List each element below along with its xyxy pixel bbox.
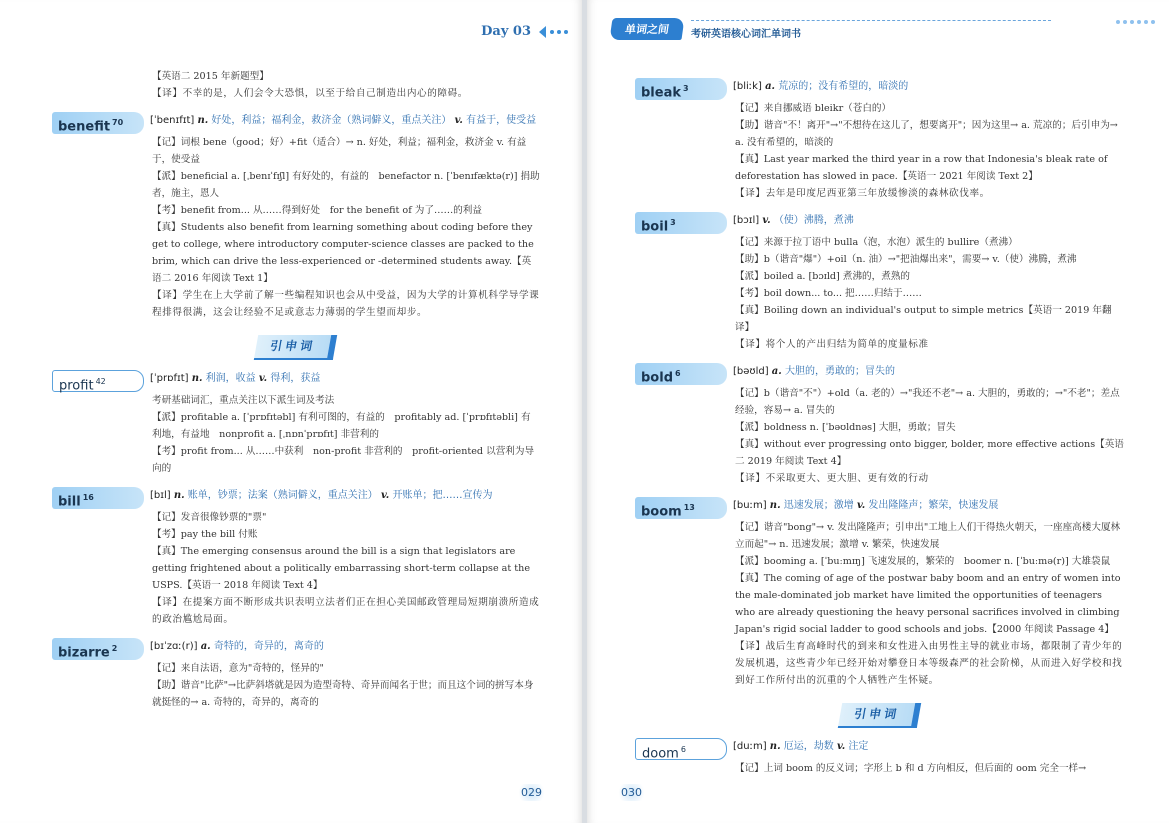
entry-heading-row <box>635 78 1125 100</box>
entry-line: 【助】谐音"不！离开"→"不想待在这儿了，想要离开"；因为这里→ a. 荒凉的；后引申为→ a. 没有希望的，暗淡的 <box>735 120 1118 148</box>
yinshen-banner <box>52 335 540 360</box>
part-of-speech-2: v. <box>454 115 463 126</box>
headword: bleak <box>641 85 681 101</box>
entry-body <box>52 134 540 321</box>
entry-body <box>52 392 540 477</box>
headword: benefit <box>58 119 111 135</box>
yinshen-label: 引申词 <box>254 335 337 360</box>
arrow-left-icon <box>539 26 546 38</box>
day-label: Day 03 <box>481 24 531 39</box>
right-entries-derived <box>635 738 1125 777</box>
entry-line: 【真】The emerging consensus around the bill is a sign that legislators are getting frightened about a politically embarrassing short-term collapse at the USPS.【英语一 2018 年阅读 Text 4】 <box>152 546 531 591</box>
entry-heading-row <box>52 370 540 392</box>
phonetic: [duːm] <box>733 741 767 752</box>
frequency-count: 6 <box>680 745 686 754</box>
entry-line: 【考】profit from... 从……中获利 non-profit 非营利的 profit-oriented 以营利为导向的 <box>152 446 535 474</box>
definition-2: 开账单；把……宣传为 <box>392 490 493 501</box>
word-entry <box>635 363 1125 487</box>
dots-icon <box>550 30 568 34</box>
left-content <box>52 68 540 711</box>
headword-tag <box>52 112 144 134</box>
headword: bill <box>58 494 81 510</box>
entry-line: 【记】来自挪威语 bleikr（苍白的） <box>735 103 892 114</box>
headword: boom <box>641 504 682 520</box>
phonetic: [bɪˈzɑː(r)] <box>150 641 198 652</box>
entry-definition <box>150 370 540 387</box>
entry-definition <box>733 78 1125 95</box>
phonetic: [buːm] <box>733 500 767 511</box>
word-entry <box>635 497 1125 689</box>
entry-line: 【译】在提案方面不断形成共识表明立法者们正在担心美国邮政管理局短期崩溃所造成的政治尴尬局面。 <box>152 597 540 625</box>
headword-tag <box>635 738 727 760</box>
part-of-speech: n. <box>173 490 185 501</box>
entry-definition <box>733 363 1125 380</box>
entry-heading-row <box>52 638 540 660</box>
left-entries <box>52 112 540 321</box>
definition: 奇特的，奇异的，离奇的 <box>213 641 324 652</box>
definition-2: 得利，获益 <box>270 373 321 384</box>
word-entry <box>52 487 540 628</box>
part-of-speech: v. <box>762 215 771 226</box>
definition-2: 注定 <box>848 741 869 752</box>
word-entry <box>635 738 1125 777</box>
word-entry <box>52 638 540 711</box>
entry-definition <box>733 738 1125 755</box>
headword-tag <box>635 78 727 100</box>
headword-tag <box>52 638 144 660</box>
entry-heading-row <box>635 497 1125 519</box>
yinshen-banner <box>635 703 1125 728</box>
part-of-speech: a. <box>771 366 782 377</box>
part-of-speech: n. <box>769 500 781 511</box>
dots-icon <box>1116 20 1155 24</box>
left-page <box>0 0 582 823</box>
headword: boil <box>641 219 669 235</box>
phonetic: [bɔɪl] <box>733 215 760 226</box>
entry-line: 【记】上词 boom 的反义词；字形上 b 和 d 方向相反，但后面的 oom 完全一样→ <box>735 763 1087 774</box>
definition: 大胆的，勇敢的；冒失的 <box>784 366 895 377</box>
definition: 利润，收益 <box>205 373 256 384</box>
frequency-count: 3 <box>683 84 689 93</box>
book-subtitle: 考研英语核心词汇单词书 <box>691 29 801 40</box>
part-of-speech-2: v. <box>836 741 846 752</box>
frequency-count: 3 <box>670 218 676 227</box>
entry-body <box>635 234 1125 353</box>
entry-line: 【派】profitable a. [ˈprɒfɪtəbl] 有利可图的，有益的 profitably ad. [ˈprɒfɪtəbli] 有利地，有益地 nonprofit a. [ˌnɒnˈprɒfɪt] 非营利的 <box>152 412 531 440</box>
word-entry <box>52 370 540 477</box>
intro-source: 【英语二 2015 年新题型】 <box>152 71 269 82</box>
header-rule <box>691 20 1051 21</box>
entry-line: 【真】Last year marked the third year in a row that Indonesia's bleak rate of deforestation has slowed in pace.【英语一 2021 年阅读 Text 2】 <box>735 154 1108 182</box>
entry-line: 【真】Students also benefit from learning something about coding before they get to college, where introductory computer-science classes are packed to the brim, which can drive the less-experienced or -determined students away.【英语二 2016 年阅读 Text 1】 <box>152 222 534 284</box>
phonetic: [bliːk] <box>733 81 762 92</box>
entry-line: 【译】战后生育高峰时代的到来和女性进入由男性主导的就业市场，都限制了青少年的发展机遇，这些青少年已经开始对攀登日本等级森严的社会阶梯，从而进入好学校和找到好工作所付出的沉重的个人牺牲产生怀疑。 <box>735 641 1123 686</box>
headword-tag <box>635 212 727 234</box>
left-entries-derived <box>52 370 540 711</box>
word-entry <box>635 212 1125 353</box>
entry-heading-row <box>635 212 1125 234</box>
entry-line: 【译】不采取更大、更大胆、更有效的行动 <box>735 473 929 484</box>
frequency-count: 16 <box>82 493 94 502</box>
entry-heading-row <box>52 487 540 509</box>
frequency-count: 2 <box>111 644 118 653</box>
entry-body <box>52 660 540 711</box>
day-header <box>481 24 568 39</box>
definition: 厄运，劫数 <box>783 741 834 752</box>
headword-tag <box>52 370 144 392</box>
entry-line: 【记】发音很像钞票的"票" <box>152 512 267 523</box>
entry-line: 【助】b（谐音"爆"）+oil（n. 油）→"把油爆出来"，需要→ v.（使）沸腾，煮沸 <box>735 254 1077 265</box>
right-entries <box>635 78 1125 689</box>
part-of-speech-2: v. <box>856 500 866 511</box>
definition: 账单，钞票；法案（熟词僻义，重点关注） <box>187 490 378 501</box>
headword-tag <box>635 363 727 385</box>
entry-heading-row <box>635 738 1125 760</box>
entry-heading-row <box>52 112 540 134</box>
entry-body <box>635 760 1125 777</box>
definition: 好处，利益；福利金，救济金（熟词僻义，重点关注） <box>211 115 452 126</box>
definition-2: 有益于，使受益 <box>466 115 537 126</box>
entry-line: 【译】去年是印度尼西亚第三年放缓惨淡的森林砍伐率。 <box>735 188 990 199</box>
entry-line: 【考】pay the bill 付账 <box>152 529 258 540</box>
entry-line: 【考】benefit from... 从……得到好处 for the benefit of 为了……的利益 <box>152 205 482 216</box>
entry-line: 【译】学生在上大学前了解一些编程知识也会从中受益，因为大学的计算机科学导学课程排得很满，这会让经验不足或意志力薄弱的学生望而却步。 <box>152 290 540 318</box>
headword-tag <box>635 497 727 519</box>
entry-definition <box>150 487 540 504</box>
entry-line: 考研基础词汇，重点关注以下派生词及考法 <box>152 395 335 406</box>
entry-body <box>52 509 540 628</box>
definition: （使）沸腾，煮沸 <box>773 215 854 226</box>
entry-body <box>635 100 1125 202</box>
entry-line: 【派】boldness n. [ˈbəʊldnəs] 大胆，勇敢；冒失 <box>735 422 956 433</box>
page-number: 030 <box>615 784 648 801</box>
entry-line: 【真】without ever progressing onto bigger, bolder, more effective actions【英语二 2019 年阅读 Text 4】 <box>735 439 1124 467</box>
right-content <box>635 68 1125 777</box>
entry-line: 【记】b（谐音"不"）+old（a. 老的）→"我还不老"→ a. 大胆的，勇敢的；→"不老"；差点经验，容易→ a. 冒失的 <box>735 388 1120 416</box>
intro-translation: 【译】不幸的是，人们会令大恐惧，以至于给自己制造出内心的障碍。 <box>152 88 469 99</box>
entry-definition <box>150 112 540 129</box>
entry-body <box>635 519 1125 689</box>
part-of-speech: n. <box>197 115 209 126</box>
part-of-speech-2: v. <box>258 373 268 384</box>
frequency-count: 13 <box>683 503 695 512</box>
frequency-count: 42 <box>95 377 106 386</box>
book-logo: 单词之间 <box>609 18 684 40</box>
entry-line: 【真】The coming of age of the postwar baby boom and an entry of women into the male-dominated job market have limited the opportunities of teenagers who are already questioning the heavy personal sacrifices involved in climbing Japan's rigid social ladder to good schools and jobs.【2000 年阅读 Passage 4】 <box>735 573 1121 635</box>
entry-line: 【记】来源于拉丁语中 bulla（泡，水泡）派生的 bullire（煮沸） <box>735 237 1018 248</box>
word-entry <box>52 112 540 321</box>
right-header <box>611 18 1155 42</box>
part-of-speech: a. <box>765 81 776 92</box>
part-of-speech-2: v. <box>380 490 390 501</box>
right-page <box>587 0 1169 823</box>
definition-2: 发出隆隆声；繁荣，快速发展 <box>868 500 999 511</box>
frequency-count: 6 <box>675 369 681 378</box>
headword-tag <box>52 487 144 509</box>
headword: profit <box>59 378 94 394</box>
frequency-count: 70 <box>112 118 124 127</box>
part-of-speech: n. <box>769 741 781 752</box>
phonetic: [ˈbenɪfɪt] <box>150 115 195 126</box>
entry-line: 【译】将个人的产出归结为简单的度量标准 <box>735 339 929 350</box>
entry-line: 【派】booming a. [ˈbuːmɪŋ] 飞速发展的，繁荣的 boomer n. [ˈbuːmə(r)] 大雄袋鼠 <box>735 556 1111 567</box>
entry-definition <box>150 638 540 655</box>
entry-line: 【真】Boiling down an individual's output to simple metrics【英语一 2019 年翻译】 <box>735 305 1112 333</box>
headword: bold <box>641 370 673 386</box>
definition: 迅速发展；激增 <box>783 500 854 511</box>
definition: 荒凉的；没有希望的，暗淡的 <box>778 81 909 92</box>
entry-line: 【记】词根 bene（good；好）+fit（适合）→ n. 好处，利益；福利金，救济金 v. 有益于，使受益 <box>152 137 527 165</box>
entry-definition <box>733 212 1125 229</box>
entry-line: 【助】谐音"比萨"→比萨斜塔就是因为造型奇特、奇异而闻名于世；而且这个词的拼写本身就挺怪的→ a. 奇特的，奇异的，离奇的 <box>152 680 534 708</box>
part-of-speech: a. <box>200 641 211 652</box>
entry-heading-row <box>635 363 1125 385</box>
entry-line: 【派】beneficial a. [ˌbenɪˈfɪʃl] 有好处的，有益的 benefactor n. [ˈbenɪfæktə(r)] 捐助者，施主，恩人 <box>152 171 540 199</box>
yinshen-label: 引申词 <box>838 703 921 728</box>
headword: doom <box>642 746 679 762</box>
phonetic: [bɪl] <box>150 490 171 501</box>
entry-definition <box>733 497 1125 514</box>
entry-line: 【考】boil down... to... 把……归结于…… <box>735 288 922 299</box>
page-number: 029 <box>515 784 548 801</box>
part-of-speech: n. <box>191 373 203 384</box>
phonetic: [bəʊld] <box>733 366 769 377</box>
entry-body <box>635 385 1125 487</box>
entry-line: 【派】boiled a. [bɔɪld] 煮沸的，煮熟的 <box>735 271 911 282</box>
entry-line: 【记】谐音"bong"→ v. 发出隆隆声；引申出"工地上人们干得热火朝天，一座座高楼大厦林立而起"→ n. 迅速发展；激增 v. 繁荣，快速发展 <box>735 522 1121 550</box>
phonetic: [ˈprɒfɪt] <box>150 373 189 384</box>
headword: bizarre <box>58 645 110 661</box>
entry-line: 【记】来自法语，意为"奇特的，怪异的" <box>152 663 324 674</box>
intro-block <box>52 68 540 102</box>
word-entry <box>635 78 1125 202</box>
